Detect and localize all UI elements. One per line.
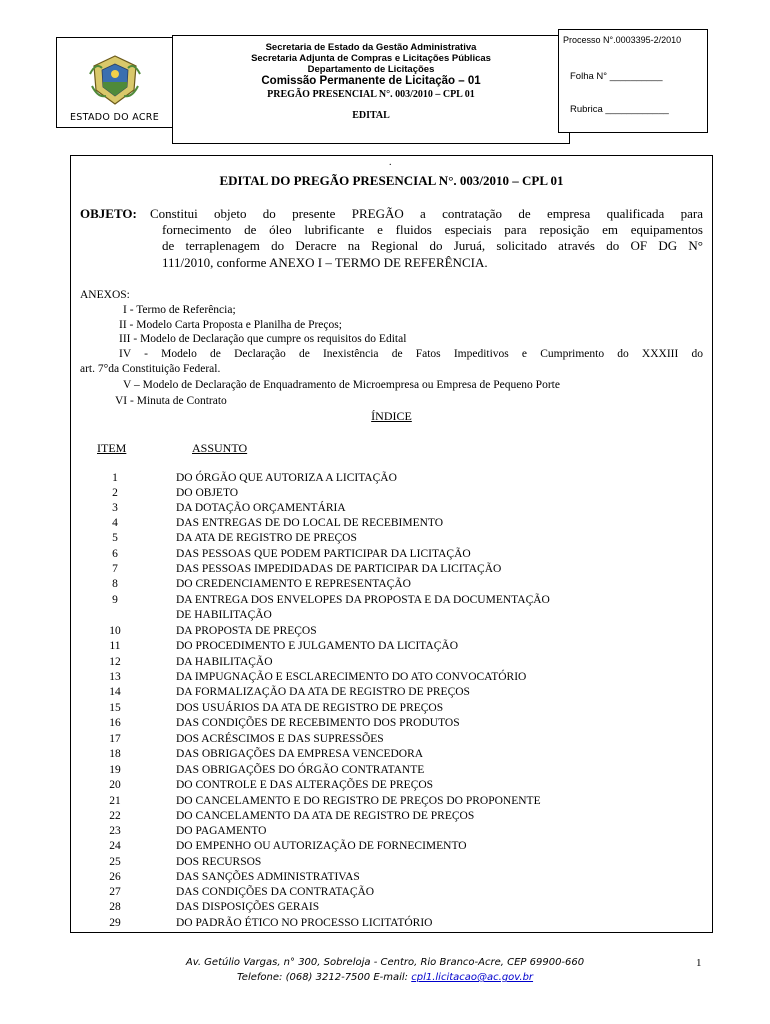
index-item-number: 20: [109, 779, 121, 791]
index-item-subject: DAS SANÇÕES ADMINISTRATIVAS: [176, 871, 360, 883]
anexo-item: III - Modelo de Declaração que cumpre os requisitos do Edital: [119, 333, 407, 345]
index-item-number: 13: [109, 671, 121, 683]
header-line-secretaria-adjunta: Secretaria Adjunta de Compras e Licitações Públicas: [251, 53, 491, 64]
index-item-subject: DOS USUÁRIOS DA ATA DE REGISTRO DE PREÇOS: [176, 702, 444, 714]
objeto-label: OBJETO:: [80, 206, 137, 221]
header-line-secretaria: Secretaria de Estado da Gestão Administrativa: [265, 42, 477, 53]
index-item-subject: DAS OBRIGAÇÕES DA EMPRESA VENCEDORA: [176, 748, 424, 760]
folha-field: Folha N° __________: [570, 71, 663, 82]
header-center-box: [172, 35, 570, 144]
header-line-pregao: PREGÃO PRESENCIAL N°. 003/2010 – CPL 01: [267, 89, 475, 100]
index-item-number: 15: [109, 702, 121, 714]
index-item-subject: DA ATA DE REGISTRO DE PREÇOS: [176, 532, 357, 544]
footer-contact: [0, 972, 770, 983]
index-item-number: 28: [109, 901, 121, 913]
anexo-item: IV - Modelo de Declaração de Inexistência de Fatos Impeditivos e Cumprimento do XXXIII do: [119, 348, 703, 360]
index-item-subject: DO CANCELAMENTO E DO REGISTRO DE PREÇOS DO PROPONENTE: [176, 795, 541, 807]
state-crest-icon: [88, 52, 142, 108]
index-item-number: 4: [112, 517, 118, 529]
index-item-number: 8: [112, 578, 118, 590]
index-item-subject: DA HABILITAÇÃO: [176, 656, 273, 668]
anexo-item: I - Termo de Referência;: [123, 304, 236, 316]
column-header-assunto: ASSUNTO: [192, 441, 248, 455]
index-item-number: 5: [112, 532, 118, 544]
index-item-subject: DOS ACRÉSCIMOS E DAS SUPRESSÕES: [176, 733, 384, 745]
index-item-number: 16: [109, 717, 121, 729]
index-item-subject: DA ENTREGA DOS ENVELOPES DA PROPOSTA E DA DOCUMENTAÇÃO: [176, 594, 550, 606]
header-line-comissao: Comissão Permanente de Licitação – 01: [261, 75, 481, 87]
footer-phone: Telefone: (068) 3212-7500 E-mail:: [236, 972, 412, 983]
index-item-subject: DO CANCELAMENTO DA ATA DE REGISTRO DE PREÇOS: [176, 810, 475, 822]
index-item-subject: DAS PESSOAS QUE PODEM PARTICIPAR DA LICITAÇÃO: [176, 548, 471, 560]
index-item-subject: DO EMPENHO OU AUTORIZAÇÃO DE FORNECIMENTO: [176, 840, 467, 852]
index-item-number: 7: [112, 563, 118, 575]
index-item-number: 17: [109, 733, 121, 745]
index-item-subject: DAS OBRIGAÇÕES DO ÓRGÃO CONTRATANTE: [176, 764, 425, 776]
index-item-subject: DO PAGAMENTO: [176, 825, 267, 837]
index-item-number: 26: [109, 871, 121, 883]
index-item-subject: DO CONTROLE E DAS ALTERAÇÕES DE PREÇOS: [176, 779, 434, 791]
index-item-number: 6: [112, 548, 118, 560]
index-item-subject: DOS RECURSOS: [176, 856, 262, 868]
anexo-item: V – Modelo de Declaração de Enquadramento de Microempresa ou Empresa de Pequeno Porte: [123, 379, 560, 391]
index-item-number: 14: [109, 686, 121, 698]
process-info-box: [558, 29, 708, 133]
index-item-subject: DAS DISPOSIÇÕES GERAIS: [176, 901, 320, 913]
index-item-subject: DA FORMALIZAÇÃO DA ATA DE REGISTRO DE PREÇOS: [176, 686, 470, 698]
anexo-item: II - Modelo Carta Proposta e Planilha de Preços;: [119, 319, 342, 331]
index-item-subject: DA IMPUGNAÇÃO E ESCLARECIMENTO DO ATO CONVOCATÓRIO: [176, 671, 527, 683]
process-number: Processo N°.0003395-2/2010: [563, 35, 682, 45]
index-item-subject: DO CREDENCIAMENTO E REPRESENTAÇÃO: [176, 578, 411, 590]
index-item-number: 9: [112, 594, 118, 606]
header-line-edital: EDITAL: [352, 110, 390, 121]
index-item-subject-continuation: DE HABILITAÇÃO: [176, 609, 272, 621]
index-item-subject: DO PROCEDIMENTO E JULGAMENTO DA LICITAÇÃO: [176, 640, 458, 652]
footer-address: Av. Getúlio Vargas, n° 300, Sobreloja - Centro, Rio Branco-Acre, CEP 69900-660: [185, 957, 585, 968]
index-item-subject: DA DOTAÇÃO ORÇAMENTÁRIA: [176, 502, 346, 514]
index-item-number: 27: [109, 886, 121, 898]
indice-title: ÍNDICE: [371, 409, 412, 423]
rubrica-field: Rubrica ____________: [570, 104, 669, 115]
index-item-subject: DAS ENTREGAS DE DO LOCAL DE RECEBIMENTO: [176, 517, 444, 529]
index-item-number: 12: [109, 656, 121, 668]
index-item-number: 23: [109, 825, 121, 837]
page-number: 1: [696, 957, 702, 969]
objeto-line: de terraplenagem do Deracre na Regional do Juruá, solicitado através do OF DG N°: [162, 238, 703, 253]
index-item-number: 22: [109, 810, 121, 822]
index-item-number: 1: [112, 472, 118, 484]
index-item-number: 10: [109, 625, 121, 637]
index-item-subject: DAS CONDIÇÕES DE RECEBIMENTO DOS PRODUTOS: [176, 717, 460, 729]
anexo-item-continuation: art. 7°da Constituição Federal.: [80, 363, 221, 375]
stray-dot: .: [389, 157, 392, 168]
index-item-subject: DAS CONDIÇÕES DA CONTRATAÇÃO: [176, 886, 375, 898]
index-item-number: 18: [109, 748, 121, 760]
state-name: ESTADO DO ACRE: [70, 112, 159, 123]
index-item-number: 24: [109, 840, 121, 852]
objeto-line: 111/2010, conforme ANEXO I – TERMO DE REFERÊNCIA.: [162, 255, 488, 270]
index-item-number: 3: [112, 502, 118, 514]
index-item-subject: DA PROPOSTA DE PREÇOS: [176, 625, 317, 637]
header-line-departamento: Departamento de Licitações: [307, 64, 435, 75]
index-item-subject: DO PADRÃO ÉTICO NO PROCESSO LICITATÓRIO: [176, 917, 433, 929]
footer-email-link[interactable]: cpl1.licitacao@ac.gov.br: [411, 972, 534, 983]
index-item-subject: DO ÓRGÃO QUE AUTORIZA A LICITAÇÃO: [176, 472, 397, 484]
index-item-number: 29: [109, 917, 121, 929]
index-item-subject: DO OBJETO: [176, 487, 239, 499]
index-item-number: 19: [109, 764, 121, 776]
document-title: EDITAL DO PREGÃO PRESENCIAL N°. 003/2010 – CPL 01: [219, 173, 564, 188]
objeto-line: fornecimento de óleo lubrificante e fluidos especiais para reposição em equipamentos: [162, 222, 703, 237]
anexo-item: VI - Minuta de Contrato: [115, 395, 227, 407]
index-item-number: 11: [109, 640, 121, 652]
index-item-subject: DAS PESSOAS IMPEDIDADAS DE PARTICIPAR DA LICITAÇÃO: [176, 563, 502, 575]
index-item-number: 2: [112, 487, 118, 499]
index-item-number: 21: [109, 795, 121, 807]
index-item-number: 25: [109, 856, 121, 868]
objeto-line: Constitui objeto do presente PREGÃO a contratação de empresa qualificada para: [150, 206, 703, 221]
column-header-item: ITEM: [97, 441, 127, 455]
anexos-heading: ANEXOS:: [80, 289, 130, 301]
